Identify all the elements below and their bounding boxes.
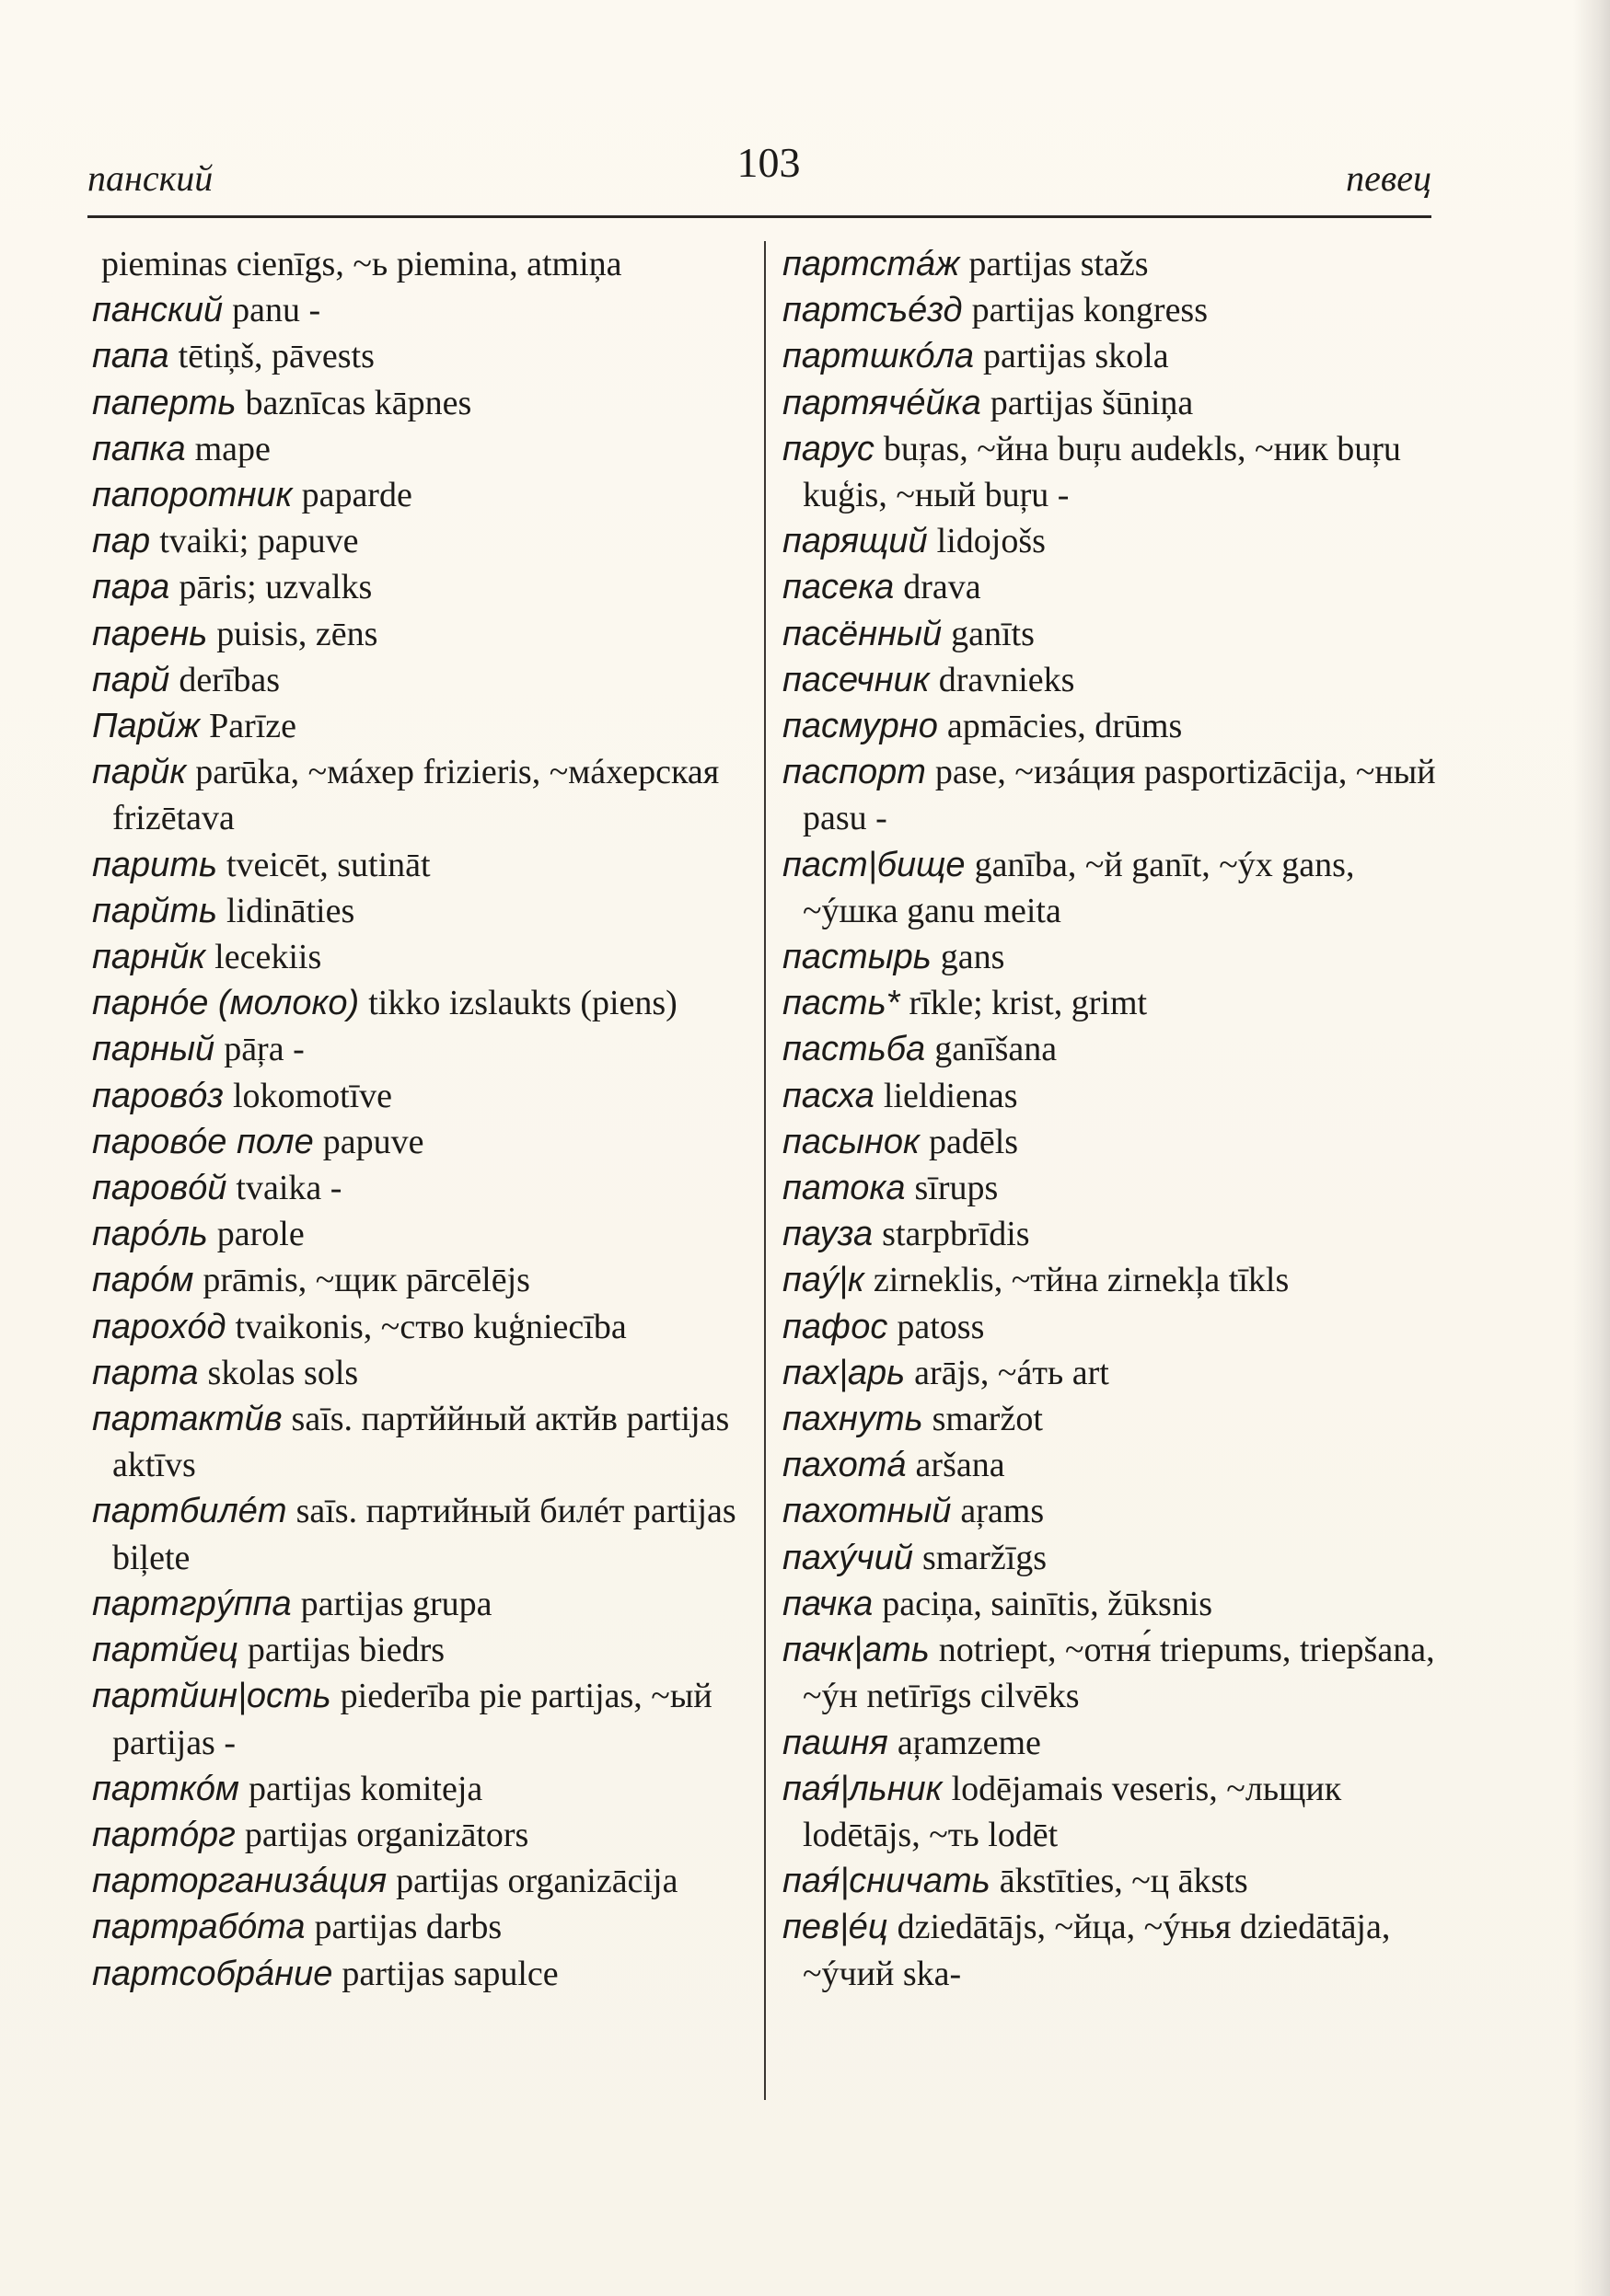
entry-translation: aŗamzeme: [897, 1723, 1041, 1762]
entry-headword: пара: [92, 568, 170, 607]
entry-translation: dravnieks: [938, 660, 1075, 699]
entry-translation: tvaika -: [236, 1169, 342, 1208]
entry-translation: panu -: [232, 291, 321, 330]
entry-translation: parole: [216, 1215, 305, 1254]
entry-headword: парóм: [92, 1261, 194, 1300]
entry-translation: drava: [903, 568, 981, 607]
entry-translation: puisis, zēns: [216, 614, 378, 653]
entry-headword: паровóз: [92, 1076, 224, 1115]
entry-translation: sīrups: [914, 1169, 999, 1208]
dictionary-entry: [782, 1858, 1445, 1904]
entry-translation: ganīšana: [934, 1030, 1058, 1069]
entry-translation: aŗams: [960, 1492, 1045, 1531]
entry-headword: пашня: [782, 1723, 888, 1762]
entry-headword: парень: [92, 614, 208, 653]
entry-translation: saīs. партийный билéт partijas biļete: [112, 1492, 736, 1577]
entry-headword: партстáж: [782, 245, 960, 283]
entry-translation: lodējamais veseris, ~льщик lodētājs, ~ть lodēt: [803, 1769, 1342, 1854]
dictionary-entry: [782, 1904, 1445, 1996]
dictionary-entry: [92, 1073, 755, 1119]
entry-translation: pieminas cienīgs, ~ь piemina, atmiņa: [101, 245, 622, 283]
entry-headword: партгрýппа: [92, 1584, 292, 1623]
entry-headword: парящий: [782, 522, 928, 561]
entry-translation: partijas šūniņa: [990, 383, 1194, 422]
entry-headword: партячéйка: [782, 383, 981, 422]
dictionary-entry: [92, 287, 755, 333]
dictionary-entry: [92, 1026, 755, 1072]
dictionary-entry: [782, 1627, 1445, 1719]
dictionary-entry: [92, 1581, 755, 1627]
entry-headword: парй: [92, 660, 170, 699]
entry-translation: lidināties: [226, 891, 355, 930]
entry-headword: пастьба: [782, 1030, 926, 1069]
entry-headword: пачка: [782, 1584, 874, 1623]
entry-translation: smaržīgs: [921, 1538, 1048, 1577]
entry-headword: пах|арь: [782, 1353, 906, 1392]
entry-headword: партрабóта: [92, 1908, 306, 1947]
entry-headword: парйк: [92, 753, 187, 792]
dictionary-entry: [92, 1350, 755, 1396]
dictionary-entry: [782, 380, 1445, 426]
running-head-right: певец: [1346, 157, 1431, 199]
entry-headword: пасечник: [782, 660, 930, 699]
entry-translation: padēls: [929, 1122, 1019, 1161]
dictionary-entry: [782, 1396, 1445, 1442]
dictionary-entry: [782, 1165, 1445, 1211]
entry-translation: partijas stažs: [968, 245, 1149, 283]
dictionary-entry: [782, 287, 1445, 333]
entry-headword: папка: [92, 429, 186, 468]
entry-translation: baznīcas kāpnes: [245, 383, 472, 422]
entry-headword: пев|éц: [782, 1908, 888, 1947]
entry-headword: парный: [92, 1030, 215, 1069]
dictionary-entry: [92, 564, 755, 610]
entry-headword: пар: [92, 522, 151, 561]
entry-headword: пасынок: [782, 1122, 920, 1161]
entry-headword: партйец: [92, 1631, 238, 1670]
entry-translation: Parīze: [209, 707, 297, 746]
entry-headword: парта: [92, 1353, 199, 1392]
dictionary-entry: [92, 1627, 755, 1673]
entry-translation: partijas skola: [983, 337, 1169, 376]
entry-translation: partijas sapulce: [342, 1954, 559, 1993]
entry-translation: notriept, ~отня́ triepums, triepšana, ~ýн netīrīgs cilvēks: [803, 1631, 1435, 1716]
dictionary-entry: [782, 1304, 1445, 1350]
dictionary-entry: [782, 1257, 1445, 1303]
entry-translation: aršana: [915, 1446, 1005, 1485]
entry-headword: пасмурно: [782, 707, 938, 746]
entry-translation: papuve: [322, 1122, 424, 1161]
entry-translation: pāŗa -: [224, 1030, 305, 1069]
entry-headword: парнóе (молоко): [92, 984, 360, 1023]
entry-headword: парнйк: [92, 938, 206, 977]
entry-translation: prāmis, ~щик pārcēlējs: [203, 1261, 530, 1300]
entry-translation: smaržot: [932, 1400, 1043, 1439]
dictionary-entry: [782, 1350, 1445, 1396]
entry-headword: пахотный: [782, 1492, 952, 1531]
dictionary-entry: [782, 1488, 1445, 1534]
entry-translation: tikko izslaukts (piens): [368, 984, 678, 1023]
entry-translation: lieldienas: [883, 1076, 1018, 1115]
entry-translation: tētiņš, pāvests: [178, 337, 375, 376]
entry-translation: patoss: [897, 1307, 985, 1346]
entry-translation: lecekiis: [214, 938, 322, 977]
entry-translation: paciņa, sainītis, žūksnis: [882, 1584, 1213, 1623]
dictionary-entry: [92, 980, 755, 1026]
dictionary-entry: [92, 426, 755, 472]
dictionary-entry: [92, 1673, 755, 1765]
dictionary-entry: [92, 333, 755, 379]
dictionary-entry: [782, 749, 1445, 841]
entry-headword: парóль: [92, 1215, 208, 1254]
entry-headword: паспорт: [782, 753, 926, 792]
entry-headword: Парйж: [92, 707, 201, 746]
entry-headword: партсъéзд: [782, 291, 963, 330]
dictionary-entry: [782, 1211, 1445, 1257]
entry-headword: пасть*: [782, 984, 900, 1023]
entry-headword: парйть: [92, 891, 217, 930]
dictionary-entry: [92, 1812, 755, 1858]
entry-translation: tveicēt, sutināt: [226, 845, 431, 884]
entry-headword: папа: [92, 337, 169, 376]
entry-translation: pase, ~изáция pasportizācija, ~ный pasu -: [803, 753, 1436, 838]
dictionary-entry: [782, 426, 1445, 518]
entry-translation: arājs, ~áть art: [914, 1353, 1109, 1392]
entry-headword: панский: [92, 291, 224, 330]
dictionary-entry: [92, 1304, 755, 1350]
dictionary-entry: [782, 1119, 1445, 1165]
left-column: [92, 241, 755, 1997]
dictionary-entry: [92, 472, 755, 518]
entry-headword: папоротник: [92, 476, 293, 515]
dictionary-entry: [782, 1535, 1445, 1581]
dictionary-entry: [92, 1211, 755, 1257]
dictionary-entry: [92, 1165, 755, 1211]
entry-translation: mape: [194, 429, 271, 468]
entry-headword: парткóм: [92, 1769, 239, 1808]
dictionary-entry: [92, 1951, 755, 1997]
entry-headword: пахотá: [782, 1446, 907, 1485]
dictionary-entry: [782, 934, 1445, 980]
dictionary-entry: [782, 1026, 1445, 1072]
entry-translation: skolas sols: [207, 1353, 359, 1392]
entry-headword: партóрг: [92, 1815, 236, 1854]
entry-headword: парус: [782, 429, 874, 468]
entry-headword: пароxóд: [92, 1307, 226, 1346]
dictionary-entry: [782, 241, 1445, 287]
entry-translation: partijas darbs: [314, 1908, 503, 1947]
entry-headword: пасённый: [782, 614, 943, 653]
dictionary-entry: [782, 980, 1445, 1026]
dictionary-entry: [92, 703, 755, 749]
dictionary-entry: [782, 703, 1445, 749]
dictionary-entry: [92, 1396, 755, 1488]
entry-headword: пахýчий: [782, 1538, 913, 1577]
dictionary-entry: [782, 1442, 1445, 1488]
dictionary-entry: [92, 657, 755, 703]
entry-translation: paparde: [301, 476, 412, 515]
page-header: [87, 129, 1431, 202]
header-rule: [87, 215, 1431, 218]
entry-translation: lokomotīve: [232, 1076, 393, 1115]
entry-translation: saīs. партййный актйв partijas aktīvs: [112, 1400, 730, 1485]
entry-headword: патока: [782, 1169, 906, 1208]
entry-translation: partijas komiteja: [248, 1769, 483, 1808]
dictionary-entry: [92, 749, 755, 841]
running-head-left: панский: [87, 157, 214, 199]
dictionary-entry: [92, 888, 755, 934]
dictionary-entry: [92, 611, 755, 657]
dictionary-entry: [782, 1766, 1445, 1858]
dictionary-entry: [782, 1581, 1445, 1627]
entry-translation: pāris; uzvalks: [179, 568, 373, 607]
dictionary-entry: [782, 657, 1445, 703]
entry-headword: пасека: [782, 568, 895, 607]
entry-translation: buŗas, ~йна buŗu audekls, ~ник buŗu kuģis, ~ный buŗu -: [803, 429, 1401, 515]
entry-translation: tvaikonis, ~ство kuģniecība: [235, 1307, 627, 1346]
entry-headword: пафос: [782, 1307, 888, 1346]
dictionary-entry: [782, 611, 1445, 657]
entry-headword: парить: [92, 845, 217, 884]
entry-headword: парторганизáция: [92, 1862, 388, 1901]
dictionary-entry: [92, 1119, 755, 1165]
entry-translation: piederība pie partijas, ~ый partijas -: [112, 1677, 712, 1762]
dictionary-entry: [92, 1858, 755, 1904]
page-number: 103: [736, 139, 801, 186]
entry-headword: партйин|ость: [92, 1677, 331, 1716]
dictionary-entry: [782, 1073, 1445, 1119]
dictionary-entry: [92, 518, 755, 564]
dictionary-entry: [92, 1488, 755, 1580]
dictionary-entry: [92, 842, 755, 888]
dictionary-entry: [782, 1720, 1445, 1766]
entry-headword: паý|к: [782, 1261, 864, 1300]
entry-headword: пачк|ать: [782, 1631, 930, 1670]
entry-headword: партактйв: [92, 1400, 283, 1439]
entry-translation: rīkle; krist, grimt: [909, 984, 1148, 1023]
entry-headword: партшкóла: [782, 337, 975, 376]
entry-headword: пастырь: [782, 938, 932, 977]
entry-translation: partijas organizācija: [396, 1862, 678, 1901]
entry-headword: паперть: [92, 383, 237, 422]
entry-headword: партбилéт: [92, 1492, 287, 1531]
entry-translation: ganīts: [951, 614, 1035, 653]
entry-translation: apmācies, drūms: [946, 707, 1183, 746]
entry-translation: dziedātājs, ~йца, ~ýнья dziedātāja, ~ýчий ska-: [803, 1908, 1391, 1993]
entry-headword: партсобрáние: [92, 1954, 333, 1993]
entry-headword: пахнуть: [782, 1400, 923, 1439]
right-column: [782, 241, 1445, 1997]
dictionary-entry: [92, 241, 755, 287]
dictionary-entry: [782, 333, 1445, 379]
entry-headword: паровóй: [92, 1169, 227, 1208]
entry-translation: ganība, ~й ganīt, ~ýх gans, ~ýшка ganu meita: [803, 845, 1355, 930]
entry-translation: partijas kongress: [971, 291, 1209, 330]
entry-translation: tvaiki; papuve: [159, 522, 359, 561]
dictionary-entry: [782, 518, 1445, 564]
entry-translation: starpbrīdis: [882, 1215, 1030, 1254]
entry-headword: пая́|льник: [782, 1769, 943, 1808]
entry-translation: gans: [940, 938, 1005, 977]
entry-translation: lidojošs: [936, 522, 1046, 561]
entry-translation: partijas organizātors: [244, 1815, 529, 1854]
dictionary-entry: [92, 1766, 755, 1812]
entry-translation: ākstīties, ~ц āksts: [999, 1862, 1248, 1901]
entry-headword: пасха: [782, 1076, 874, 1115]
dictionary-entry: [782, 842, 1445, 934]
dictionary-entry: [92, 934, 755, 980]
entry-headword: паровóе поле: [92, 1122, 314, 1161]
entry-translation: parūka, ~мáхер frizieris, ~мáхерская frizētava: [112, 753, 720, 838]
entry-translation: derības: [179, 660, 281, 699]
entry-headword: пауза: [782, 1215, 874, 1254]
dictionary-entry: [782, 564, 1445, 610]
dictionary-entry: [92, 1904, 755, 1950]
entry-translation: partijas biedrs: [247, 1631, 446, 1670]
dictionary-entry: [92, 380, 755, 426]
entry-headword: паст|бище: [782, 845, 966, 884]
entry-headword: пая́|сничать: [782, 1862, 990, 1901]
dictionary-entry: [92, 1257, 755, 1303]
entry-translation: zirneklis, ~тйна zirnekļa tīkls: [873, 1261, 1290, 1300]
column-divider: [764, 241, 766, 2100]
entry-translation: partijas grupa: [300, 1584, 492, 1623]
